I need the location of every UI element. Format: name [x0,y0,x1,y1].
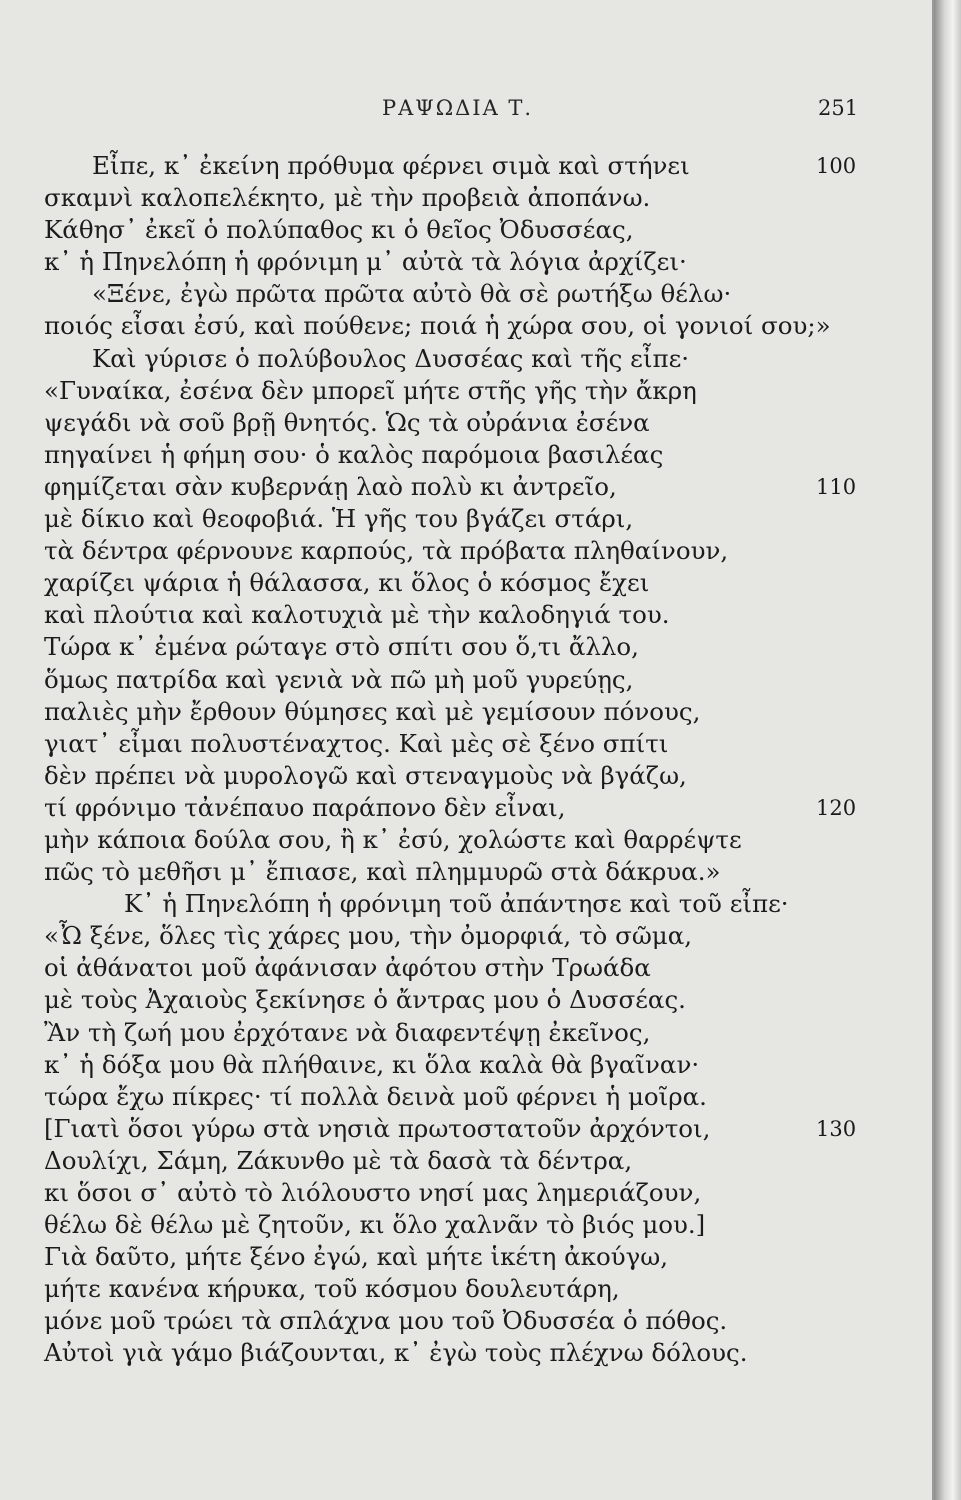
verse-text: Κ᾽ ἡ Πηνελόπη ἡ φρόνιμη τοῦ ἀπάντησε καὶ τοῦ εἶπε· [124,889,789,919]
book-spine-edge [934,0,961,1500]
verse-text: πῶς τὸ μεθῆσι μ᾽ ἔπιασε, καὶ πλημμυρῶ στὰ δάκρυα.» [44,857,721,887]
verse-text: ψεγάδι νὰ σοῦ βρῇ θνητός. Ὡς τὰ οὐράνια ἐσένα [44,407,650,437]
verse-line [44,1305,864,1337]
verse-line [44,1337,864,1369]
verse-text: Καὶ γύρισε ὁ πολύβουλος Δυσσέας καὶ τῆς εἶπε· [92,343,690,373]
verse-line [44,535,864,567]
verse-text: «Ὦ ξένε, ὅλες τὶς χάρες μου, τὴν ὀμορφιά, τὸ σῶμα, [44,921,693,951]
verse-text: κ᾽ ἡ Πηνελόπη ἡ φρόνιμη μ᾽ αὐτὰ τὰ λόγια ἀρχίζει· [44,247,687,277]
verse-text: μὲ δίκιο καὶ θεοφοβιά. Ἡ γῆς του βγάζει στάρι, [44,504,634,534]
verse-line [44,696,864,728]
verse-text: Τώρα κ᾽ ἐμένα ρώταγε στὸ σπίτι σου ὅ,τι ἄλλο, [44,632,639,662]
verse-text: ποιός εἶσαι ἐσύ, καὶ πούθενε; ποιά ἡ χώρα σου, οἱ γονιοί σου;» [44,311,831,341]
verse-line [44,888,864,920]
verse-line [44,824,864,856]
verse-line [44,375,864,407]
verse-text: φημίζεται σὰν κυβερνάῃ λαὸ πολὺ κι ἀντρεῖο, [44,471,617,501]
verse-text: μὲ τοὺς Ἀχαιοὺς ξεκίνησε ὁ ἄντρας μου ὁ Δυσσέας. [44,985,686,1015]
line-number: 110 [816,474,857,499]
verse-text: μόνε μοῦ τρώει τὰ σπλάχνα μου τοῦ Ὀδυσσέα ὁ πόθος. [44,1306,728,1336]
verse-line [44,920,864,952]
verse-line [44,1113,864,1145]
verse-text: οἱ ἀθάνατοι μοῦ ἀφάνισαν ἀφότου στὴν Τρωάδα [44,953,651,983]
running-title: ΡΑΨΩΔΙΑ Τ. [382,96,534,120]
verse-line [44,1049,864,1081]
verse-text: καὶ πλούτια καὶ καλοτυχιὰ μὲ τὴν καλοδηγιά του. [44,600,670,630]
verse-text: τί φρόνιμο τἀνέπαυο παράπονο δὲν εἶναι, [44,792,566,822]
verse-text: γιατ᾽ εἶμαι πολυστέναχτος. Καὶ μὲς σὲ ξένο σπίτι [44,728,669,758]
verse-line [44,631,864,663]
page-number: 251 [818,96,859,120]
verse-text: κι ὅσοι σ᾽ αὐτὸ τὸ λιόλουστο νησί μας λημεριάζουν, [44,1178,702,1207]
verse-text: μὴν κάποια δούλα σου, ἢ κ᾽ ἐσύ, χολώστε καὶ θαρρέψτε [44,824,742,854]
verse-line [44,150,864,182]
line-number: 100 [816,154,857,178]
verse-line [44,439,864,471]
verse-line [44,952,864,984]
verse-text: κ᾽ ἡ δόξα μου θὰ πλήθαινε, κι ὅλα καλὰ θὰ βγαῖναν· [44,1049,700,1079]
verse-text: τὰ δέντρα φέρνουνε καρπούς, τὰ πρόβατα πληθαίνουν, [44,536,729,566]
verse-text: «Γυναίκα, ἐσένα δὲν μπορεῖ μήτε στῆς γῆς τὴν ἄκρη [44,375,697,405]
verse-line [44,1177,864,1209]
verse-line [44,760,864,792]
line-number: 130 [816,1116,857,1141]
verse-line [44,503,864,535]
verse-line [44,1241,864,1273]
verse-text: «Ξένε, ἐγὼ πρῶτα πρῶτα αὐτὸ θὰ σὲ ρωτήξω θέλω· [92,279,732,309]
verse-line [44,856,864,888]
verse-text: ὅμως πατρίδα καὶ γενιὰ νὰ πῶ μὴ μοῦ γυρεύῃς, [44,664,634,694]
verse-text: θέλω δὲ θέλω μὲ ζητοῦν, κι ὅλο χαλνᾶν τὸ βιός μου.] [44,1210,706,1240]
verse-line [44,984,864,1016]
verse-line [44,792,864,824]
verse-text: τώρα ἔχω πίκρες· τί πολλὰ δεινὰ μοῦ φέρνει ἡ μοῖρα. [44,1081,707,1111]
verse-text: Γιὰ δαῦτο, μήτε ξένο ἐγώ, καὶ μήτε ἱκέτη ἀκούγω, [44,1242,669,1272]
verse-text: Κάθησ᾽ ἐκεῖ ὁ πολύπαθος κι ὁ θεῖος Ὀδυσσέας, [44,215,634,245]
verse-line [44,471,864,503]
verse-line [44,664,864,696]
verse-text: μήτε κανένα κήρυκα, τοῦ κόσμου δουλευτάρη, [44,1274,620,1304]
verse-line [44,1145,864,1177]
line-number: 120 [816,795,857,820]
poem-text [44,150,864,1370]
verse-text: σκαμνὶ καλοπελέκητο, μὲ τὴν προβειὰ ἀποπάνω. [44,183,651,213]
verse-text: Δουλίχι, Σάμη, Ζάκυνθο μὲ τὰ δασὰ τὰ δέντρα, [44,1145,633,1175]
verse-text: πηγαίνει ἡ φήμη σου· ὁ καλὸς παρόμοια βασιλέας [44,439,664,469]
verse-text: παλιὲς μὴν ἔρθουν θύμησες καὶ μὲ γεμίσουν πόνους, [44,696,701,726]
verse-line [44,567,864,599]
verse-line [44,1209,864,1241]
verse-line [44,182,864,214]
verse-line [44,246,864,278]
verse-line [44,407,864,439]
verse-line [44,1017,864,1049]
verse-line [44,1081,864,1113]
verse-line [44,310,864,342]
verse-line [44,343,864,375]
page-header [0,96,932,132]
verse-line [44,278,864,310]
verse-text: χαρίζει ψάρια ἡ θάλασσα, κι ὅλος ὁ κόσμος ἔχει [44,568,650,598]
verse-text: Ἂν τὴ ζωή μου ἐρχότανε νὰ διαφεντέψῃ ἐκεῖνος, [44,1017,651,1047]
verse-text: δὲν πρέπει νὰ μυρολογῶ καὶ στεναγμοὺς νὰ βγάζω, [44,760,687,790]
verse-text: Αὐτοὶ γιὰ γάμο βιάζουνται, κ᾽ ἐγὼ τοὺς πλέχνω δόλους. [44,1338,748,1368]
verse-line [44,1273,864,1305]
verse-text: [Γιατὶ ὅσοι γύρω στὰ νησιὰ πρωτοστατοῦν ἀρχόντοι, [44,1113,711,1143]
verse-line [44,214,864,246]
verse-line [44,599,864,631]
verse-text: Εἶπε, κ᾽ ἐκείνη πρόθυμα φέρνει σιμὰ καὶ στήνει [92,151,690,180]
verse-line [44,728,864,760]
